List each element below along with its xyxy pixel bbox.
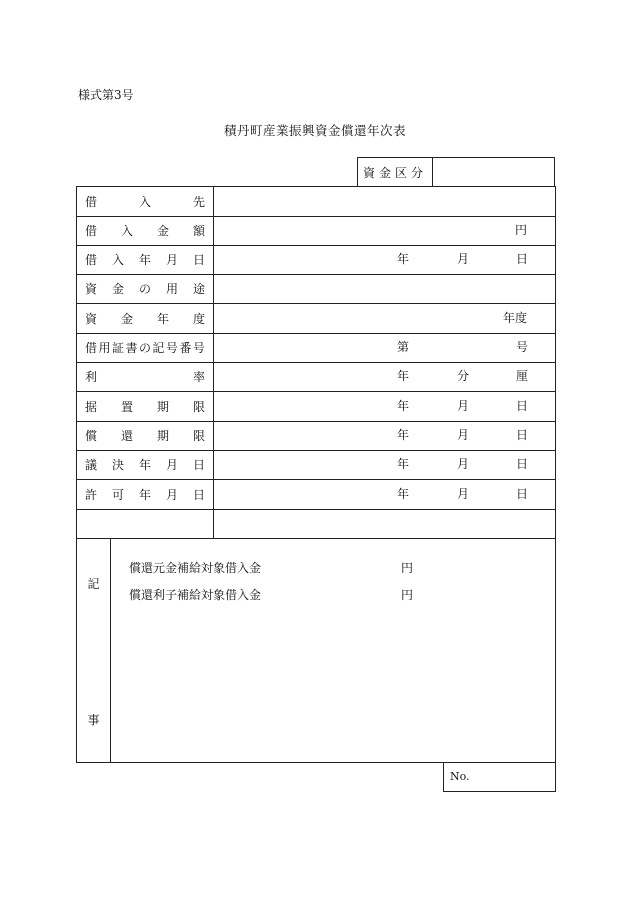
row-label [77,304,214,333]
row-label [77,392,214,421]
table-row [77,245,555,275]
unit-text: 年 [397,369,410,383]
label-char: 利 [85,370,98,384]
row-label [77,274,214,303]
label-char: 期 [156,429,169,443]
label-char: 入 [120,224,133,238]
row-value[interactable] [215,421,555,450]
label-char: 償 [85,429,98,443]
label-char: 議 [85,458,98,472]
label-char: 区 [395,166,412,180]
label-char: 額 [192,224,205,238]
label-char: 可 [111,488,124,502]
table-row [77,421,555,451]
label-char: 金 [156,224,169,238]
label-char: 資 [85,282,98,296]
label-char: 資 [85,312,98,326]
label-char: 限 [192,400,205,414]
notes-label-top: 記 [87,577,100,591]
unit-text: 号 [516,340,529,354]
label-char: 期 [156,400,169,414]
row-value[interactable] [215,216,555,245]
repayment-table [76,186,556,763]
unit-text: 年 [397,399,410,413]
label-char: 年 [138,488,151,502]
label-char: 借 [85,195,98,209]
label-char: 入 [138,195,151,209]
notes-label-bottom: 事 [87,713,100,727]
label-char: 据 [85,400,98,414]
label-char: 号 [165,341,178,355]
unit-text: 日 [516,487,529,501]
label-char: 番 [179,341,192,355]
label-char: 年 [138,253,151,267]
unit-text: 日 [516,252,529,266]
notes-label [77,539,111,762]
row-value[interactable] [215,480,555,509]
table-row [77,450,555,480]
label-char: 率 [192,370,205,384]
label-char: 還 [120,429,133,443]
table-row [77,509,555,539]
label-char: 借 [85,224,98,238]
notes-section [77,539,555,762]
unit-text: 分 [457,369,470,383]
label-char: 金 [378,166,395,180]
note-line-unit: 円 [401,561,414,575]
note-line-text: 償還元金補給対象借入金 [129,561,262,575]
row-value[interactable] [215,245,555,274]
fund-category-label [358,158,433,187]
label-char: 入 [111,253,124,267]
unit-text: 日 [516,428,529,442]
row-value[interactable] [215,362,555,391]
label-char: 途 [192,282,205,296]
row-label [77,362,214,391]
row-label [77,187,214,216]
row-value[interactable] [215,304,555,333]
table-row [77,333,555,363]
document-title: 積丹町産業振興資金償還年次表 [223,123,406,138]
unit-text: 日 [516,457,529,471]
row-value[interactable] [215,333,555,362]
label-char: 先 [192,195,205,209]
row-label [77,450,214,479]
row-label [77,421,214,450]
unit-text: 年 [397,252,410,266]
unit-text: 月 [457,457,470,471]
table-row [77,392,555,422]
row-value[interactable] [215,187,555,216]
label-char: 記 [152,341,165,355]
unit-text: 年 [397,487,410,501]
row-value[interactable] [215,274,555,303]
label-char: 書 [125,341,138,355]
label-char: 分 [411,166,428,180]
row-label [77,245,214,274]
unit-text: 年度 [503,311,528,325]
row-label [77,333,214,362]
label-char: 用 [165,282,178,296]
unit-text: 月 [457,428,470,442]
unit-text: 第 [397,340,410,354]
row-value[interactable] [215,392,555,421]
label-char: 日 [192,458,205,472]
form-number: 様式第3号 [78,88,134,102]
fund-category-box [357,157,555,187]
label-char: 証 [111,341,124,355]
label-char: の [138,341,151,355]
unit-text: 月 [457,487,470,501]
row-value[interactable] [215,450,555,479]
row-label [77,480,214,509]
label-char: 日 [192,488,205,502]
unit-text: 厘 [516,369,529,383]
label-char: 用 [98,341,111,355]
label-char: 借 [85,253,98,267]
table-row [77,304,555,334]
label-char: 許 [85,488,98,502]
note-line-text: 償還利子補給対象借入金 [129,588,262,602]
row-value[interactable] [215,509,555,538]
note-line-unit: 円 [401,588,414,602]
label-char: 置 [120,400,133,414]
label-char: 決 [111,458,124,472]
unit-text: 年 [397,428,410,442]
label-char: 限 [192,429,205,443]
label-char: 年 [156,312,169,326]
table-row [77,274,555,304]
unit-text: 月 [457,399,470,413]
number-box[interactable]: No. [443,762,556,792]
label-char: 度 [192,312,205,326]
label-char: 金 [111,282,124,296]
label-char: 金 [120,312,133,326]
label-char: 月 [165,253,178,267]
unit-text: 円 [515,223,528,237]
unit-text: 月 [457,252,470,266]
row-label [77,216,214,245]
label-char: 資 [362,166,379,180]
label-char: 日 [192,253,205,267]
table-row [77,216,555,246]
unit-text: 年 [397,457,410,471]
label-char: 月 [165,488,178,502]
unit-text: 日 [516,399,529,413]
label-char: 号 [192,341,205,355]
label-char: 借 [85,341,98,355]
label-char: 月 [165,458,178,472]
table-row [77,187,555,217]
label-char: の [138,282,151,296]
label-char: 年 [138,458,151,472]
table-row [77,480,555,510]
row-label [77,509,214,538]
table-row [77,362,555,392]
